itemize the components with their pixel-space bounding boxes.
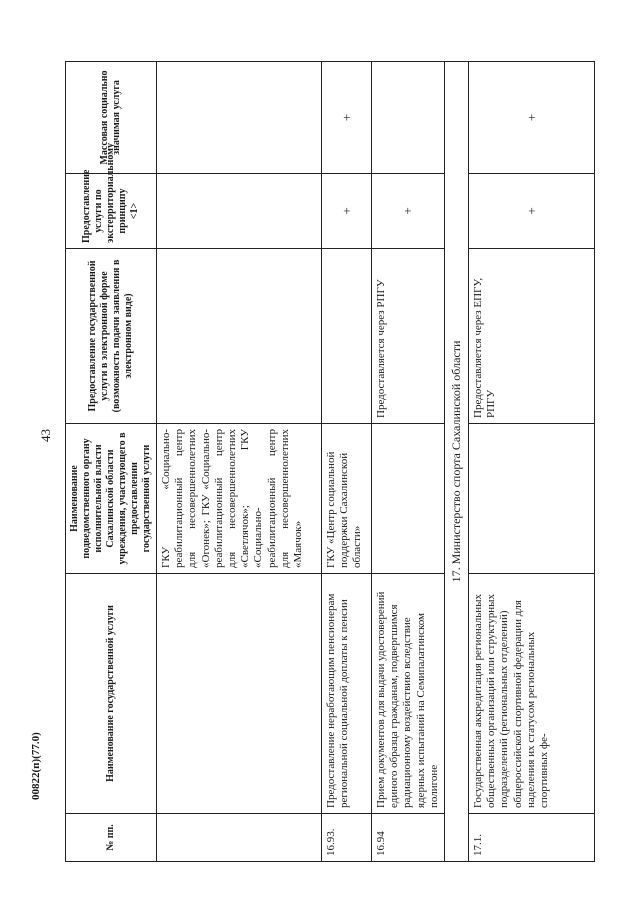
- page-number: 43: [38, 429, 53, 442]
- table-row: [468, 62, 594, 862]
- header-electronic: Предоставление государственной услуги в электронной форме (возможность подачи заявления в электронном виде): [66, 249, 157, 424]
- electronic-form: Предоставляется через ЕПГУ, РПГУ: [468, 249, 594, 424]
- organ-name: [372, 424, 445, 574]
- exterritorial-mark: +: [322, 174, 372, 249]
- section-title: 17. Министерство спорта Сахалинской области: [444, 62, 468, 862]
- header-organ: Наименование подведомственного органу исполнительной власти Сахалинской области учреждения, участвующего в предоставлении государственной услуги: [66, 424, 157, 574]
- service-name: Прием документов для выдачи удостоверений единого образца гражданам, подвергшимся радиационному воздействию вследствие ядерных испытаний на Семипалатинском полигоне: [372, 574, 445, 814]
- table-header-row: [66, 62, 157, 862]
- row-number: 17.1.: [468, 814, 594, 862]
- organ-name: ГКУ «Социально-реабилитационный центр для несовершеннолетних «Огонек»; ГКУ «Социально-реабилитационный центр для несовершеннолетних «Светлячок»; ГКУ «Социально-реабилитационный центр для несовершеннолетних «Маячок»: [157, 424, 322, 574]
- footer-code: 00822(п)(77.0): [30, 732, 42, 800]
- exterritorial-mark: +: [468, 174, 594, 249]
- exterritorial-mark: [157, 174, 322, 249]
- service-name: Государственная аккредитация региональных общественных организаций или структурных подразделений (региональных отделений) общероссийской спортивной федерации для наделения их статусом региональных спортивных фе-: [468, 574, 594, 814]
- electronic-form: Предоставляется через РПГУ: [372, 249, 445, 424]
- table-row: [322, 62, 372, 862]
- row-number: 16.94: [372, 814, 445, 862]
- header-service: Наименование государственной услуги: [66, 574, 157, 814]
- services-table: [65, 62, 560, 862]
- mass-mark: [157, 62, 322, 174]
- service-name: Предоставление неработающим пенсионерам региональной социальной доплаты к пенсии: [322, 574, 372, 814]
- table-row: [372, 62, 445, 862]
- exterritorial-mark: +: [372, 174, 445, 249]
- header-mass: Массовая социально значимая услуга: [66, 62, 157, 174]
- mass-mark: +: [468, 62, 594, 174]
- service-name: [157, 574, 322, 814]
- organ-name: [468, 424, 594, 574]
- mass-mark: [372, 62, 445, 174]
- row-number: [157, 814, 322, 862]
- section-row: [444, 62, 468, 862]
- electronic-form: [157, 249, 322, 424]
- header-exterritorial: Предоставление услуги по экстерриториальному принципу <1>: [66, 174, 157, 249]
- table-row: [157, 62, 322, 862]
- header-no: № пп.: [66, 814, 157, 862]
- mass-mark: +: [322, 62, 372, 174]
- organ-name: ГКУ «Центр социальной поддержки Сахалинской области»: [322, 424, 372, 574]
- row-number: 16.93.: [322, 814, 372, 862]
- electronic-form: [322, 249, 372, 424]
